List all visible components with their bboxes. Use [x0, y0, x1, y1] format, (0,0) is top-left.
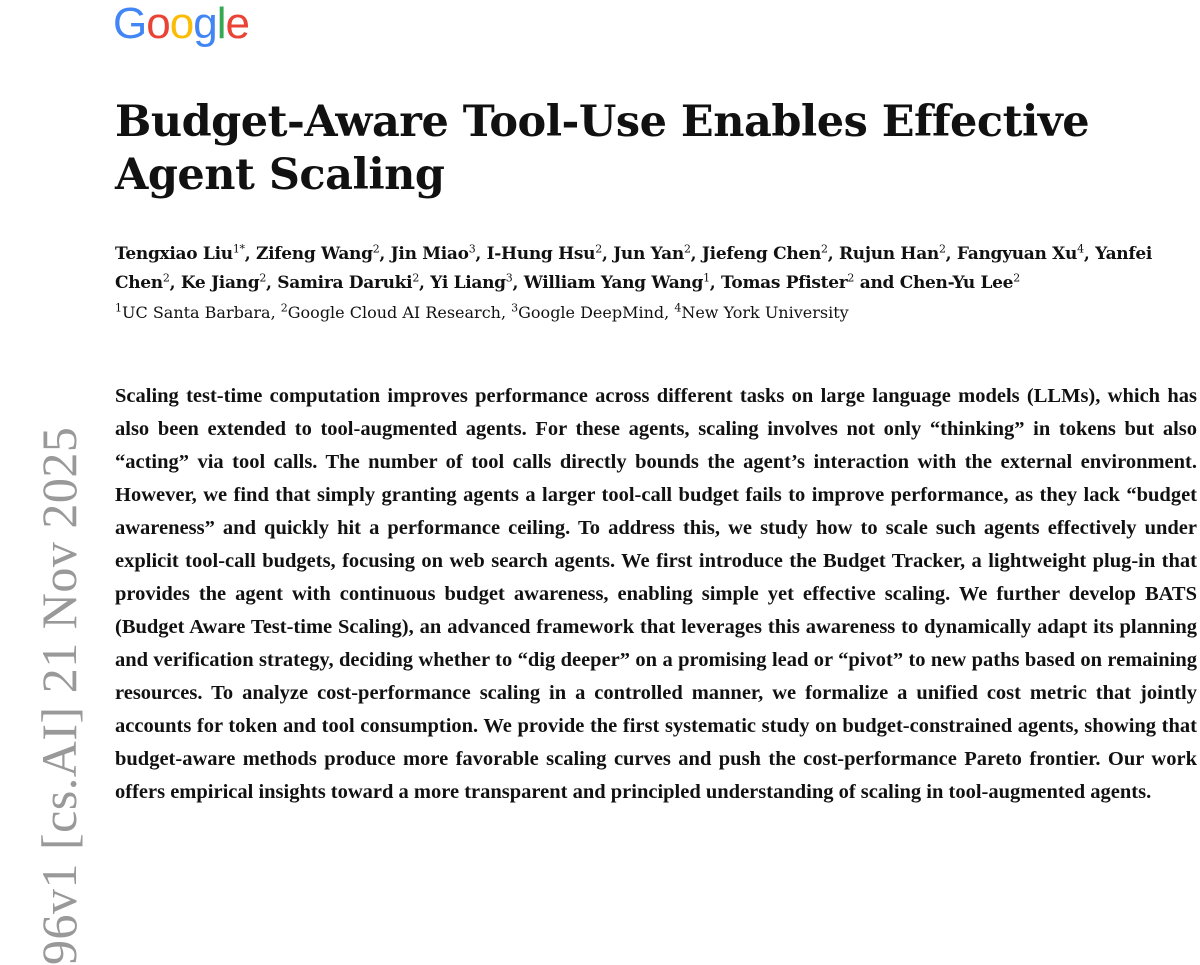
author-name: Jun Yan: [613, 244, 684, 264]
author-name: Yi Liang: [430, 273, 506, 293]
author-affiliation-mark: 2: [372, 242, 380, 256]
affiliation-number: 4: [674, 301, 682, 315]
logo-letter: e: [225, 0, 249, 48]
google-logo: [113, 2, 249, 46]
author-name: Fangyuan Xu: [956, 244, 1078, 264]
author-affiliation-mark: 1*: [232, 242, 245, 256]
arxiv-stamp: 96v1 [cs.AI] 21 Nov 2025: [31, 426, 87, 965]
author-affiliation-mark: 4: [1077, 242, 1084, 256]
logo-letter: o: [146, 0, 170, 48]
paper-title: Budget-Aware Tool-Use Enables Effective Agent Scaling: [115, 97, 1090, 200]
author-name: Tengxiao Liu: [115, 244, 233, 264]
affiliation-number: 3: [511, 301, 519, 315]
author-list: Tengxiao Liu$^{1*}$, Zifeng Wang$^2$, Jin Miao$^3$, I-Hung Hsu$^2$, Jun Yan$^2$, Jiefeng Chen$^2$, Rujun Han$^2$, Fangyuan Xu$^4$, Yanfei Chen$^2$, Ke Jiang$^2$, Samira Daruki$^2$, Yi Liang$^3$, William Yang Wang$^1$, Tomas Pfister$^2$ and Chen-Yu Lee$^2$: [115, 242, 1153, 293]
author-affiliation-mark: 3: [468, 242, 476, 256]
author-affiliation-mark: 2: [938, 242, 946, 256]
affiliation-number: 2: [280, 301, 288, 315]
author-affiliation-mark: 2: [162, 271, 170, 285]
author-name: Tomas Pfister: [721, 273, 848, 293]
author-name: Jiefeng Chen: [701, 244, 821, 264]
author-affiliation-mark: 2: [683, 242, 691, 256]
affiliation-name: Google Cloud AI Research: [287, 303, 501, 322]
author-name: Jin Miao: [390, 244, 469, 264]
logo-letter: G: [113, 0, 147, 48]
logo-letter: o: [169, 0, 194, 48]
author-affiliation-mark: 2: [821, 242, 828, 256]
affiliation-name: New York University: [681, 303, 849, 322]
author-affiliation-mark: 2: [1013, 271, 1020, 285]
logo-letter: g: [193, 0, 217, 48]
author-affiliation-mark: 1: [703, 271, 710, 285]
author-affiliation-mark: 2: [259, 271, 267, 285]
affiliation-list: $^1$UC Santa Barbara, $^2$Google Cloud AI Research, $^3$Google DeepMind, $^4$New York University: [115, 301, 849, 322]
author-name: Yanfei Chen: [115, 244, 1153, 293]
author-name: Rujun Han: [838, 244, 939, 264]
author-affiliation-mark: 3: [505, 271, 513, 285]
affiliation-name: Google DeepMind: [518, 303, 665, 322]
author-name: Ke Jiang: [180, 273, 260, 293]
author-name: I-Hung Hsu: [486, 244, 596, 264]
affiliation-number: 1: [115, 301, 122, 315]
abstract-text: Scaling test-time computation improves performance across different tasks on large language models (LLMs), which has also been extended to tool-augmented agents. For these agents, scaling involves not only “thinking” in tokens but also “acting” via tool calls. The number of tool calls directly bounds the agent’s interaction with the external environment. However, we find that simply granting agents a larger tool-call budget fails to improve performance, as they lack “budget awareness” and quickly hit a performance ceiling. To address this, we study how to scale such agents effectively under explicit tool-call budgets, focusing on web search agents. We first introduce the Budget Tracker, a lightweight plug-in that provides the agent with continuous budget awareness, enabling simple yet effective scaling. We further develop BATS (Budget Aware Test-time Scaling), an advanced framework that leverages this awareness to dynamically adapt its planning and verification strategy, deciding whether to “dig deeper” on a promising lead or “pivot” to new paths based on remaining resources. To analyze cost-performance scaling in a controlled manner, we formalize a unified cost metric that jointly accounts for token and tool consumption. We provide the first systematic study on budget-constrained agents, showing that budget-aware methods produce more favorable scaling curves and push the cost-performance Pareto frontier. Our work offers empirical insights toward a more transparent and principled understanding of scaling in tool-augmented agents.: [115, 385, 1197, 803]
author-name: William Yang Wang: [523, 273, 704, 293]
author-affiliation-mark: 2: [847, 271, 855, 285]
affiliation-name: UC Santa Barbara: [122, 303, 271, 322]
author-affiliation-mark: 2: [412, 271, 420, 285]
author-affiliation-mark: 2: [595, 242, 602, 256]
logo-letter: l: [216, 0, 226, 48]
author-name: Zifeng Wang: [255, 244, 373, 264]
author-name: Samira Daruki: [277, 273, 413, 293]
author-name: Chen-Yu Lee: [899, 273, 1014, 293]
